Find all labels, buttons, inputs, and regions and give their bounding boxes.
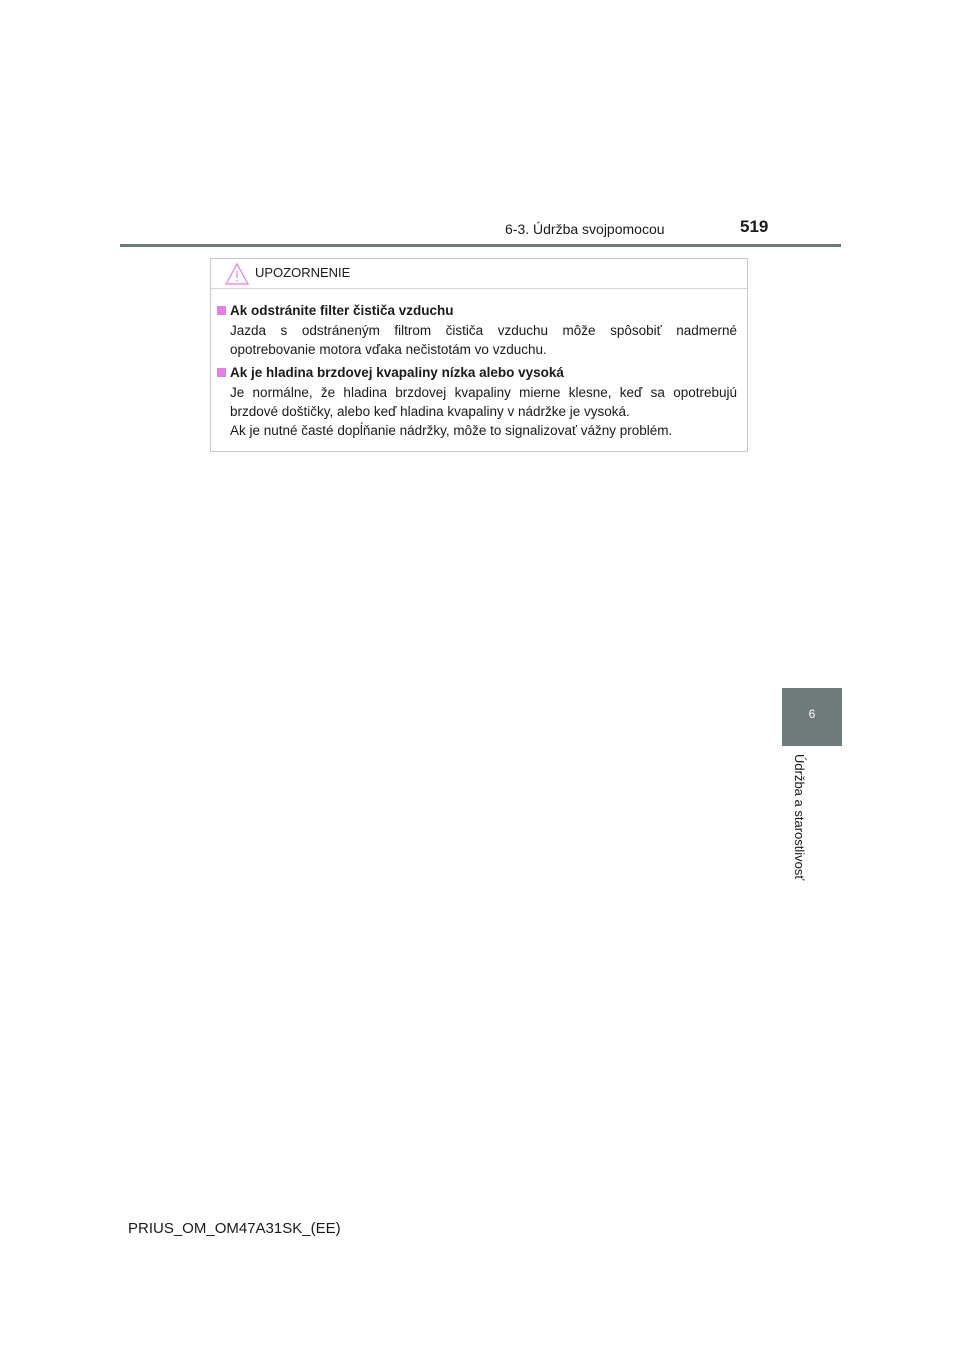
warning-item-heading [217, 363, 737, 382]
warning-title: UPOZORNENIE [255, 265, 351, 280]
warning-box [210, 258, 748, 452]
square-bullet-icon [217, 368, 226, 377]
chapter-title: Údržba a starostlivosť [792, 754, 807, 881]
warning-item-body: Je normálne, že hladina brzdovej kvapaliny mierne klesne, keď sa opotrebujú brzdové doštičky, alebo keď hladina kvapaliny v nádržke je vysoká. [230, 385, 737, 419]
warning-item-heading [217, 301, 737, 320]
section-title: 6-3. Údržba svojpomocou [505, 221, 665, 237]
warning-item-heading-text: Ak odstránite filter čističa vzduchu [230, 303, 454, 318]
chapter-number: 6 [808, 707, 816, 721]
warning-item-body: Ak je nutné časté dopĺňanie nádržky, môže to signalizovať vážny problém. [230, 423, 673, 438]
warning-item [217, 301, 737, 359]
warning-item-body: Jazda s odstráneným filtrom čističa vzduchu môže spôsobiť nadmerné opotrebovanie motora vďaka nečistotám vo vzduchu. [230, 323, 737, 357]
square-bullet-icon [217, 306, 226, 315]
warning-item-heading-text: Ak je hladina brzdovej kvapaliny nízka alebo vysoká [230, 365, 564, 380]
warning-header [211, 259, 747, 289]
chapter-tab [782, 688, 842, 746]
document-code: PRIUS_OM_OM47A31SK_(EE) [128, 1220, 341, 1237]
page-number: 519 [740, 217, 769, 236]
warning-item [217, 363, 737, 440]
warning-triangle-icon [225, 263, 249, 285]
header-divider [120, 244, 841, 247]
